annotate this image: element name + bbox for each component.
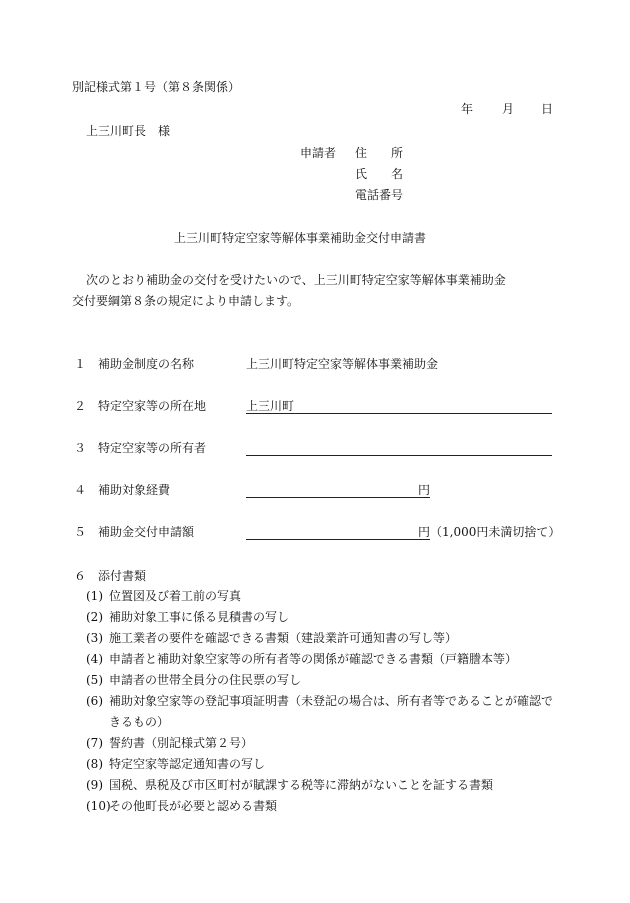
list-item-number: (4) xyxy=(86,652,103,666)
list-item-text: 誓約書（別記様式第２号） xyxy=(109,736,254,750)
date-day: 日 xyxy=(541,102,554,116)
item-label: 補助金交付申請額 xyxy=(98,525,195,539)
date-month: 月 xyxy=(502,102,515,116)
program-name-value: 上三川町特定空家等解体事業補助金 xyxy=(246,357,439,371)
intro-line-2: 交付要綱第８条の規定により申請します。 xyxy=(72,294,300,308)
date-year: 年 xyxy=(461,102,474,116)
list-item-number: (7) xyxy=(86,736,103,750)
list-item-text: 位置図及び着工前の写真 xyxy=(109,589,242,603)
list-item-number: (2) xyxy=(86,610,103,624)
item-label: 特定空家等の所有者 xyxy=(98,441,207,455)
location-underline xyxy=(246,413,552,414)
list-item-number: (8) xyxy=(86,757,103,771)
list-item-number: (10) xyxy=(86,799,111,813)
form-number: 別記様式第１号（第８条関係） xyxy=(72,80,241,94)
yen-unit: 円 xyxy=(418,483,431,497)
item-number: ２ xyxy=(74,399,87,413)
name-label: 氏 名 xyxy=(355,167,404,181)
yen-unit: 円 xyxy=(418,525,431,539)
item-label: 特定空家等の所在地 xyxy=(98,399,207,413)
attachments-heading: 添付書類 xyxy=(98,569,147,583)
item-label: 補助対象経費 xyxy=(98,483,171,497)
expense-underline[interactable] xyxy=(246,497,430,498)
address-label: 住 所 xyxy=(355,146,404,160)
list-item-text: 申請者の世帯全員分の住民票の写し xyxy=(109,673,302,687)
list-item-number: (3) xyxy=(86,631,103,645)
list-item-text: 特定空家等認定通知書の写し xyxy=(109,757,266,771)
item-number: ５ xyxy=(74,525,87,539)
rounding-note: （1,000円未満切捨て） xyxy=(430,525,561,539)
list-item-number: (9) xyxy=(86,778,103,792)
item-number: ６ xyxy=(74,569,87,583)
item-number: ３ xyxy=(74,441,87,455)
list-item-text: 施工業者の要件を確認できる書類（建設業許可通知書の写し等） xyxy=(109,631,458,645)
owner-underline xyxy=(246,455,552,456)
item-number: １ xyxy=(74,357,87,371)
list-item-text: その他町長が必要と認める書類 xyxy=(109,799,278,813)
document-title: 上三川町特定空家等解体事業補助金交付申請書 xyxy=(174,231,427,245)
list-item-text: 国税、県税及び市区町村が賦課する税等に滞納がないことを証する書類 xyxy=(109,778,494,792)
addressee: 上三川町長 様 xyxy=(86,124,171,138)
list-item-number: (5) xyxy=(86,673,103,687)
list-item-text: 補助対象工事に係る見積書の写し xyxy=(109,610,290,624)
list-item-text-continued: きるもの） xyxy=(109,715,170,729)
list-item-number: (6) xyxy=(86,694,103,708)
list-item-text: 補助対象空家等の登記事項証明書（未登記の場合は、所有者等であることが確認で xyxy=(109,694,554,708)
list-item-text: 申請者と補助対象空家等の所有者等の関係が確認できる書類（戸籍謄本等） xyxy=(109,652,518,666)
applicant-label: 申請者 xyxy=(300,146,337,160)
item-number: ４ xyxy=(74,483,87,497)
phone-label: 電話番号 xyxy=(355,188,404,202)
requested-amount-underline[interactable] xyxy=(246,539,430,540)
location-value[interactable]: 上三川町 xyxy=(246,399,295,413)
item-label: 補助金制度の名称 xyxy=(98,357,195,371)
intro-line-1: 次のとおり補助金の交付を受けたいので、上三川町特定空家等解体事業補助金 xyxy=(86,273,506,287)
list-item-number: (1) xyxy=(86,589,103,603)
